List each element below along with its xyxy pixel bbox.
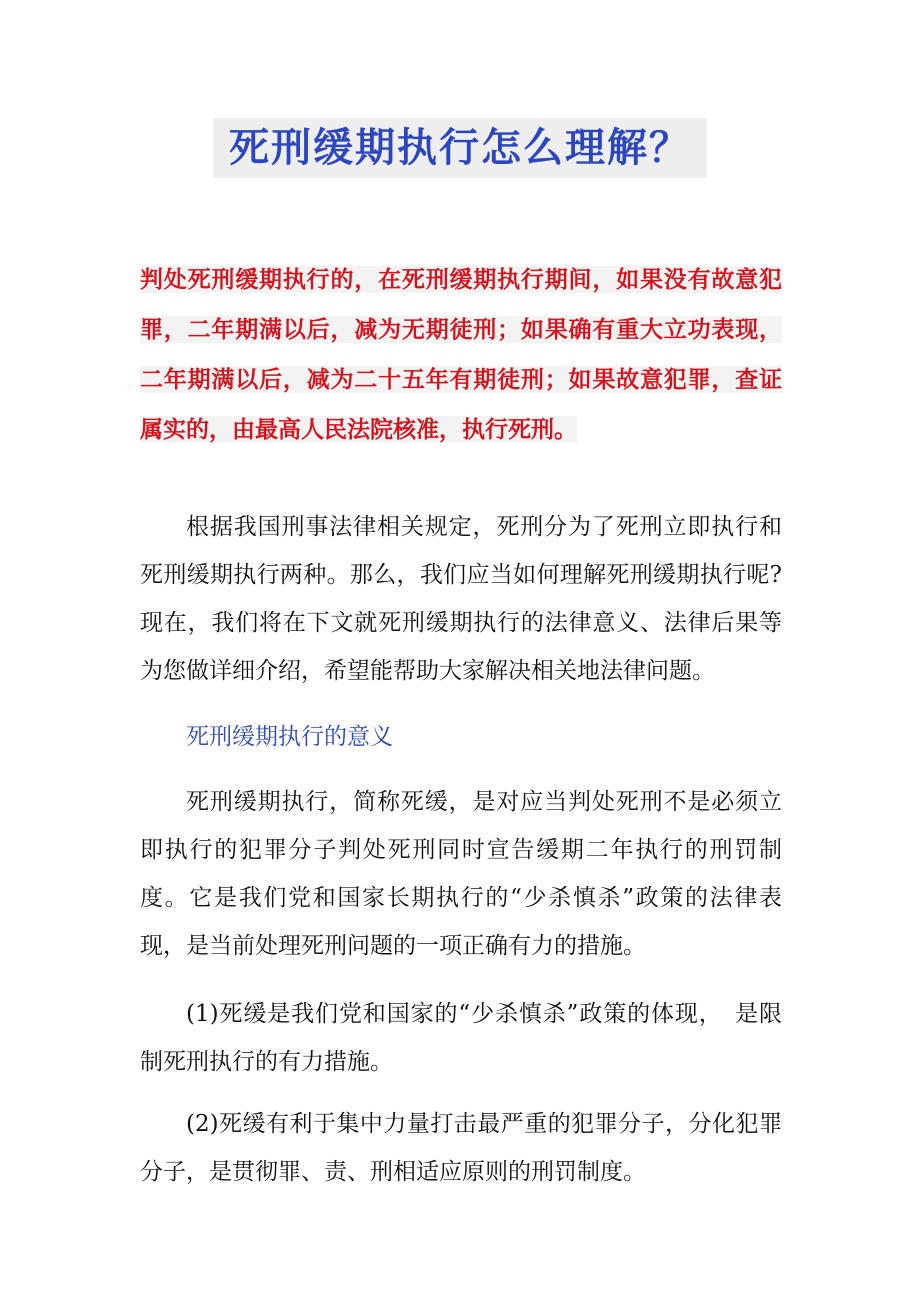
summary-text: 判处死刑缓期执行的，在死刑缓期执行期间，如果没有故意犯罪，二年期满以后，减为无期徒刑；如果确有重大立功表现，二年期满以后，减为二十五年有期徒刑；如果故意犯罪，查证属实的，由最高人民法院核准，执行死刑。 [140,266,782,443]
page-title: 死刑缓期执行怎么理解？ [213,118,707,178]
intro-paragraph: 根据我国刑事法律相关规定，死刑分为了死刑立即执行和死刑缓期执行两种。那么，我们应当如何理解死刑缓期执行呢?现在，我们将在下文就死刑缓期执行的法律意义、法律后果等为您做详细介绍，希望能帮助大家解决相关地法律问题。 [140,514,782,684]
section-heading: 死刑缓期执行的意义 [186,724,393,750]
point-2-paragraph: (2)死缓有利于集中力量打击最严重的犯罪分子，分化犯罪分子，是贯彻罪、责、刑相适应原则的刑罚制度。 [140,1111,782,1185]
point-1-paragraph: (1)死缓是我们党和国家的“少杀慎杀”政策的体现， 是限制死刑执行的有力措施。 [140,1001,782,1075]
definition-paragraph: 死刑缓期执行，简称死缓，是对应当判处死刑不是必须立即执行的犯罪分子判处死刑同时宣告缓期二年执行的刑罚制度。它是我们党和国家长期执行的“少杀慎杀”政策的法律表现，是当前处理死刑问题的一项正确有力的措施。 [140,789,782,959]
summary-paragraph [140,255,782,455]
title-container [0,118,920,178]
